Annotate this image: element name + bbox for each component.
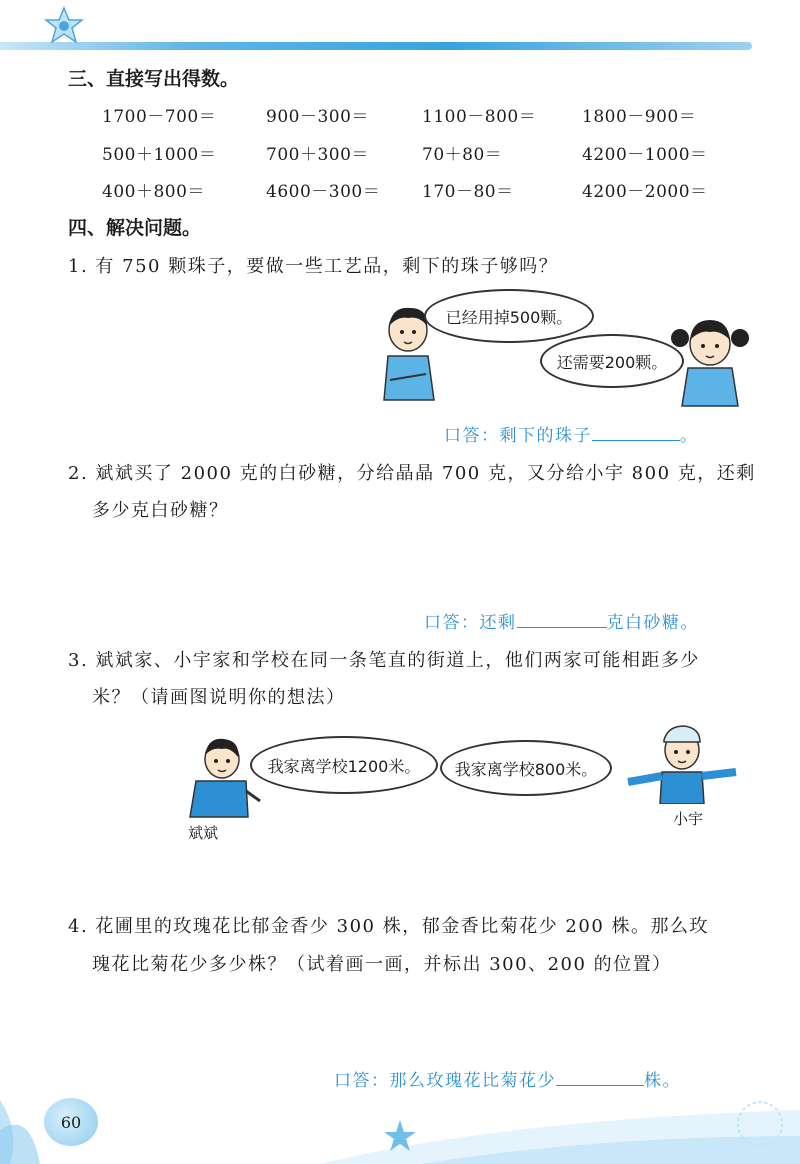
section4-title: 四、解决问题。: [68, 217, 202, 239]
q2-answer-blank[interactable]: [517, 609, 607, 628]
speech-bubble-xiaoyu: 我家离学校800米。: [440, 740, 612, 796]
question-2-line2: 多少克白砂糖？: [92, 500, 229, 521]
header-bar: [0, 42, 752, 50]
q2-answer-prefix: 口答：还剩: [424, 613, 517, 633]
q2-answer-suffix: 克白砂糖。: [606, 613, 699, 633]
calc-item: 70＋80＝: [422, 145, 503, 165]
calc-item: 700＋300＝: [266, 145, 369, 165]
calc-item: 1700－700＝: [102, 107, 217, 127]
name-xiaoyu: 小宇: [673, 810, 704, 828]
calc-item: 4600－300＝: [266, 182, 381, 202]
calc-item: 4200－2000＝: [582, 182, 708, 202]
speech-bubble-boy: 已经用掉500颗。: [424, 289, 594, 343]
page-number: 60: [44, 1098, 98, 1146]
q1-answer-prefix: 口答：剩下的珠子: [444, 426, 592, 446]
q4-answer-suffix: 株。: [644, 1071, 681, 1091]
q2-answer-line: [424, 608, 699, 633]
calc-item: 1800－900＝: [582, 107, 697, 127]
question-2-line1: 2. 斌斌买了 2000 克的白砂糖，分给晶晶 700 克，又分给小宇 800 克，还剩: [68, 463, 756, 484]
q1-answer-suffix: 。: [680, 426, 699, 446]
calc-item: 4200－1000＝: [582, 145, 708, 165]
calc-item: 1100－800＝: [422, 107, 537, 127]
q1-answer-line: [444, 421, 699, 446]
speech-bubble-girl: 还需要200颗。: [540, 334, 684, 388]
question-1-text: 1. 有 750 颗珠子，要做一些工艺品，剩下的珠子够吗？: [68, 256, 559, 277]
calc-item: 500＋1000＝: [102, 145, 217, 165]
girl-illustration: [670, 308, 750, 408]
question-3-line2: 米？（请画图说明你的想法）: [92, 687, 346, 708]
calc-item: 170－80＝: [422, 182, 514, 202]
name-binbin: 斌斌: [188, 824, 219, 842]
question-3-line1: 3. 斌斌家、小宇家和学校在同一条笔直的街道上，他们两家可能相距多少: [68, 650, 700, 671]
calc-item: 400＋800＝: [102, 182, 205, 202]
question-4-line2: 瑰花比菊花少多少株？（试着画一画，并标出 300、200 的位置）: [92, 954, 672, 975]
q1-answer-blank[interactable]: [592, 422, 680, 441]
speech-bubble-binbin: 我家离学校1200米。: [250, 736, 438, 794]
binbin-illustration: [176, 735, 266, 820]
section3-title: 三、直接写出得数。: [68, 68, 240, 90]
calc-item: 900－300＝: [266, 107, 369, 127]
question-4-line1: 4. 花圃里的玫瑰花比郁金香少 300 株，郁金香比菊花少 200 株。那么玫: [68, 916, 709, 937]
bottom-wave-decoration: [0, 1040, 800, 1164]
xiaoyu-illustration: [622, 722, 742, 804]
q4-answer-prefix: 口答：那么玫瑰花比菊花少: [334, 1071, 556, 1091]
star-badge-icon: [42, 6, 86, 46]
